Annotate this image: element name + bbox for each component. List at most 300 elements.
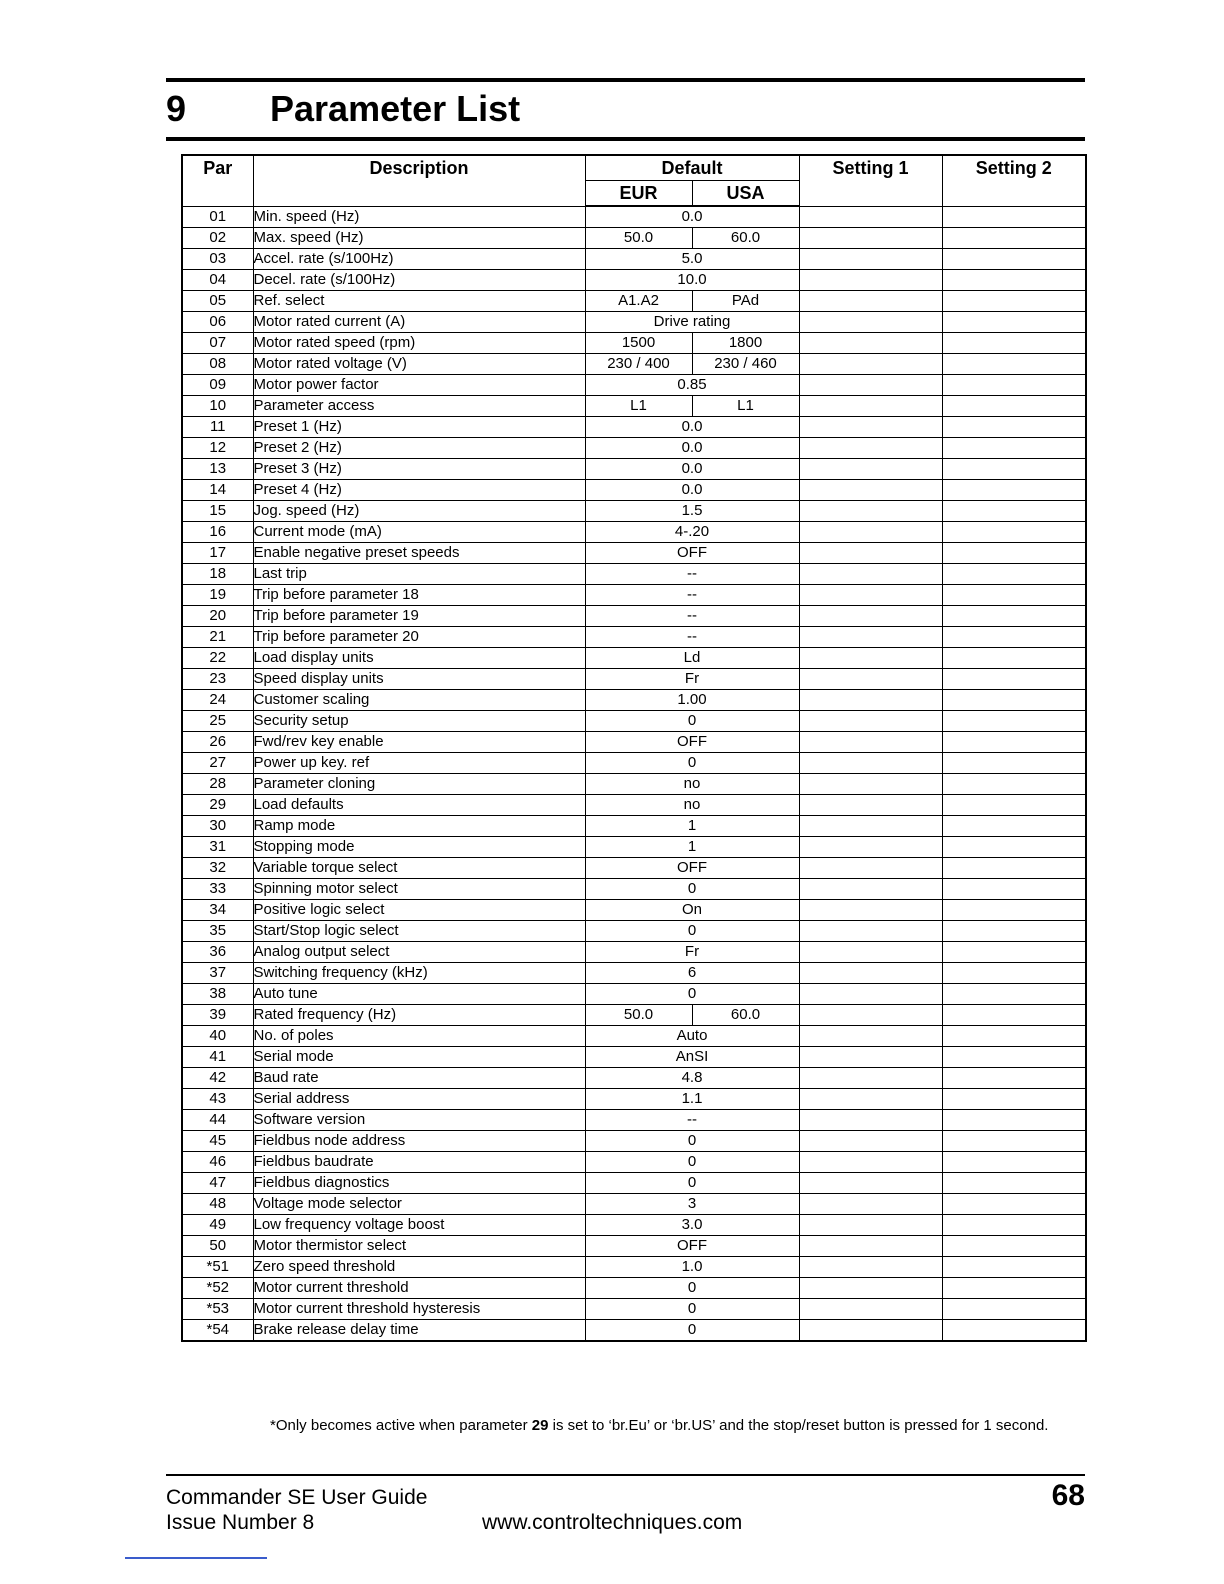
param-number: 30 bbox=[182, 816, 253, 837]
param-default: Drive rating bbox=[585, 312, 799, 333]
param-number: 22 bbox=[182, 648, 253, 669]
param-number: 05 bbox=[182, 291, 253, 312]
param-number: 32 bbox=[182, 858, 253, 879]
setting1-cell[interactable] bbox=[799, 669, 942, 690]
param-description: Preset 2 (Hz) bbox=[253, 438, 585, 459]
param-number: 11 bbox=[182, 417, 253, 438]
setting1-cell[interactable] bbox=[799, 648, 942, 669]
param-default: 0 bbox=[585, 1173, 799, 1194]
setting2-cell[interactable] bbox=[942, 1278, 1086, 1299]
setting2-cell[interactable] bbox=[942, 1026, 1086, 1047]
param-description: Motor rated voltage (V) bbox=[253, 354, 585, 375]
param-number: 20 bbox=[182, 606, 253, 627]
setting2-cell[interactable] bbox=[942, 690, 1086, 711]
setting1-cell[interactable] bbox=[799, 984, 942, 1005]
param-default: Ld bbox=[585, 648, 799, 669]
param-description: Max. speed (Hz) bbox=[253, 228, 585, 249]
param-description: Voltage mode selector bbox=[253, 1194, 585, 1215]
setting2-cell[interactable] bbox=[942, 1152, 1086, 1173]
param-description: Motor current threshold hysteresis bbox=[253, 1299, 585, 1320]
setting1-cell[interactable] bbox=[799, 206, 942, 228]
param-number: 50 bbox=[182, 1236, 253, 1257]
setting2-cell[interactable] bbox=[942, 333, 1086, 354]
param-number: 21 bbox=[182, 627, 253, 648]
footer-issue: Issue Number 8 bbox=[166, 1511, 315, 1534]
setting2-cell[interactable] bbox=[942, 480, 1086, 501]
param-number: 29 bbox=[182, 795, 253, 816]
table-row bbox=[182, 753, 1086, 774]
param-default-eur: A1.A2 bbox=[585, 291, 692, 312]
param-number: 38 bbox=[182, 984, 253, 1005]
param-number: 10 bbox=[182, 396, 253, 417]
param-default-usa: 60.0 bbox=[692, 1005, 799, 1026]
param-number: 33 bbox=[182, 879, 253, 900]
setting2-cell[interactable] bbox=[942, 921, 1086, 942]
setting2-cell[interactable] bbox=[942, 206, 1086, 228]
setting1-cell[interactable] bbox=[799, 354, 942, 375]
param-description: Fwd/rev key enable bbox=[253, 732, 585, 753]
setting2-cell[interactable] bbox=[942, 438, 1086, 459]
param-description: Start/Stop logic select bbox=[253, 921, 585, 942]
table-row bbox=[182, 879, 1086, 900]
param-description: Load display units bbox=[253, 648, 585, 669]
param-default: 1.00 bbox=[585, 690, 799, 711]
param-number: 35 bbox=[182, 921, 253, 942]
setting1-cell[interactable] bbox=[799, 921, 942, 942]
setting2-cell[interactable] bbox=[942, 354, 1086, 375]
param-default: 1.0 bbox=[585, 1257, 799, 1278]
setting1-cell[interactable] bbox=[799, 1194, 942, 1215]
col-header-usa: USA bbox=[692, 181, 799, 207]
param-number: 37 bbox=[182, 963, 253, 984]
setting2-cell[interactable] bbox=[942, 816, 1086, 837]
parameter-table bbox=[181, 154, 1087, 1342]
setting2-cell[interactable] bbox=[942, 1173, 1086, 1194]
table-row bbox=[182, 438, 1086, 459]
param-number: 43 bbox=[182, 1089, 253, 1110]
param-number: 15 bbox=[182, 501, 253, 522]
setting1-cell[interactable] bbox=[799, 1026, 942, 1047]
setting1-cell[interactable] bbox=[799, 837, 942, 858]
footnote-text-start: *Only becomes active when parameter bbox=[270, 1417, 532, 1434]
param-description: Motor rated speed (rpm) bbox=[253, 333, 585, 354]
table-row bbox=[182, 606, 1086, 627]
setting1-cell[interactable] bbox=[799, 543, 942, 564]
setting1-cell[interactable] bbox=[799, 1047, 942, 1068]
param-description: Power up key. ref bbox=[253, 753, 585, 774]
setting1-cell[interactable] bbox=[799, 522, 942, 543]
table-row bbox=[182, 1131, 1086, 1152]
param-description: Accel. rate (s/100Hz) bbox=[253, 249, 585, 270]
table-row bbox=[182, 816, 1086, 837]
param-default: OFF bbox=[585, 732, 799, 753]
setting2-cell[interactable] bbox=[942, 249, 1086, 270]
param-default: 1.5 bbox=[585, 501, 799, 522]
param-default: OFF bbox=[585, 1236, 799, 1257]
param-default-eur: L1 bbox=[585, 396, 692, 417]
param-number: 31 bbox=[182, 837, 253, 858]
setting1-cell[interactable] bbox=[799, 396, 942, 417]
setting1-cell[interactable] bbox=[799, 732, 942, 753]
param-description: Preset 3 (Hz) bbox=[253, 459, 585, 480]
table-row bbox=[182, 585, 1086, 606]
setting2-cell[interactable] bbox=[942, 1257, 1086, 1278]
setting1-cell[interactable] bbox=[799, 795, 942, 816]
param-default: OFF bbox=[585, 543, 799, 564]
col-header-par: Par bbox=[182, 155, 253, 206]
table-row bbox=[182, 795, 1086, 816]
param-description: Motor thermistor select bbox=[253, 1236, 585, 1257]
param-default: Auto bbox=[585, 1026, 799, 1047]
setting2-cell[interactable] bbox=[942, 501, 1086, 522]
param-description: Min. speed (Hz) bbox=[253, 206, 585, 228]
setting1-cell[interactable] bbox=[799, 1152, 942, 1173]
param-default: 0 bbox=[585, 1278, 799, 1299]
param-default: -- bbox=[585, 606, 799, 627]
setting2-cell[interactable] bbox=[942, 963, 1086, 984]
param-default: Fr bbox=[585, 669, 799, 690]
param-number: 04 bbox=[182, 270, 253, 291]
table-row bbox=[182, 1047, 1086, 1068]
param-number: *52 bbox=[182, 1278, 253, 1299]
setting1-cell[interactable] bbox=[799, 375, 942, 396]
param-description: Serial address bbox=[253, 1089, 585, 1110]
param-description: Fieldbus baudrate bbox=[253, 1152, 585, 1173]
setting1-cell[interactable] bbox=[799, 291, 942, 312]
param-description: Trip before parameter 19 bbox=[253, 606, 585, 627]
param-default: 6 bbox=[585, 963, 799, 984]
param-description: Serial mode bbox=[253, 1047, 585, 1068]
page-title: Parameter List bbox=[270, 88, 521, 129]
setting1-cell[interactable] bbox=[799, 249, 942, 270]
table-row bbox=[182, 900, 1086, 921]
param-description: Parameter cloning bbox=[253, 774, 585, 795]
param-default: 10.0 bbox=[585, 270, 799, 291]
table-row bbox=[182, 459, 1086, 480]
setting2-cell[interactable] bbox=[942, 228, 1086, 249]
setting2-cell[interactable] bbox=[942, 837, 1086, 858]
setting2-cell[interactable] bbox=[942, 711, 1086, 732]
param-default: 0.0 bbox=[585, 417, 799, 438]
setting2-cell[interactable] bbox=[942, 900, 1086, 921]
setting1-cell[interactable] bbox=[799, 963, 942, 984]
setting2-cell[interactable] bbox=[942, 648, 1086, 669]
param-default: 0.0 bbox=[585, 459, 799, 480]
setting2-cell[interactable] bbox=[942, 732, 1086, 753]
param-description: Speed display units bbox=[253, 669, 585, 690]
setting1-cell[interactable] bbox=[799, 417, 942, 438]
setting2-cell[interactable] bbox=[942, 459, 1086, 480]
table-row bbox=[182, 312, 1086, 333]
param-default: 4.8 bbox=[585, 1068, 799, 1089]
param-description: Fieldbus diagnostics bbox=[253, 1173, 585, 1194]
table-row bbox=[182, 501, 1086, 522]
param-number: 24 bbox=[182, 690, 253, 711]
table-row bbox=[182, 1299, 1086, 1320]
setting2-cell[interactable] bbox=[942, 795, 1086, 816]
param-description: Preset 4 (Hz) bbox=[253, 480, 585, 501]
setting1-cell[interactable] bbox=[799, 270, 942, 291]
table-row bbox=[182, 732, 1086, 753]
setting1-cell[interactable] bbox=[799, 711, 942, 732]
table-row bbox=[182, 1068, 1086, 1089]
param-default: 0.0 bbox=[585, 438, 799, 459]
table-row bbox=[182, 837, 1086, 858]
footer-guide-title: Commander SE User Guide bbox=[166, 1486, 428, 1509]
setting1-cell[interactable] bbox=[799, 942, 942, 963]
param-description: Software version bbox=[253, 1110, 585, 1131]
param-number: 47 bbox=[182, 1173, 253, 1194]
setting2-cell[interactable] bbox=[942, 606, 1086, 627]
param-default: 1.1 bbox=[585, 1089, 799, 1110]
setting2-cell[interactable] bbox=[942, 1320, 1086, 1342]
setting1-cell[interactable] bbox=[799, 1236, 942, 1257]
footer-url[interactable]: www.controltechniques.com bbox=[482, 1511, 743, 1534]
param-number: 03 bbox=[182, 249, 253, 270]
param-description: Zero speed threshold bbox=[253, 1257, 585, 1278]
param-number: 39 bbox=[182, 1005, 253, 1026]
setting1-cell[interactable] bbox=[799, 774, 942, 795]
param-default: 0 bbox=[585, 1320, 799, 1342]
table-row bbox=[182, 1194, 1086, 1215]
setting2-cell[interactable] bbox=[942, 669, 1086, 690]
setting2-cell[interactable] bbox=[942, 1215, 1086, 1236]
param-number: 42 bbox=[182, 1068, 253, 1089]
setting1-cell[interactable] bbox=[799, 753, 942, 774]
setting2-cell[interactable] bbox=[942, 627, 1086, 648]
setting1-cell[interactable] bbox=[799, 606, 942, 627]
table-row bbox=[182, 1257, 1086, 1278]
setting1-cell[interactable] bbox=[799, 1278, 942, 1299]
col-header-eur: EUR bbox=[585, 181, 692, 207]
setting1-cell[interactable] bbox=[799, 438, 942, 459]
table-row bbox=[182, 711, 1086, 732]
title-rule bbox=[166, 137, 1085, 141]
table-row bbox=[182, 669, 1086, 690]
setting2-cell[interactable] bbox=[942, 858, 1086, 879]
param-description: Jog. speed (Hz) bbox=[253, 501, 585, 522]
param-default: 0 bbox=[585, 1131, 799, 1152]
setting1-cell[interactable] bbox=[799, 900, 942, 921]
setting1-cell[interactable] bbox=[799, 1320, 942, 1342]
param-default: 0 bbox=[585, 1299, 799, 1320]
param-default-usa: PAd bbox=[692, 291, 799, 312]
param-number: 40 bbox=[182, 1026, 253, 1047]
param-number: 25 bbox=[182, 711, 253, 732]
setting2-cell[interactable] bbox=[942, 1110, 1086, 1131]
setting1-cell[interactable] bbox=[799, 1089, 942, 1110]
param-number: 07 bbox=[182, 333, 253, 354]
setting2-cell[interactable] bbox=[942, 312, 1086, 333]
param-default: -- bbox=[585, 585, 799, 606]
setting1-cell[interactable] bbox=[799, 228, 942, 249]
setting2-cell[interactable] bbox=[942, 564, 1086, 585]
table-row bbox=[182, 206, 1086, 228]
param-number: 23 bbox=[182, 669, 253, 690]
param-description: Parameter access bbox=[253, 396, 585, 417]
table-row bbox=[182, 564, 1086, 585]
table-row bbox=[182, 858, 1086, 879]
param-default: 0.0 bbox=[585, 206, 799, 228]
setting2-cell[interactable] bbox=[942, 1299, 1086, 1320]
setting2-cell[interactable] bbox=[942, 1194, 1086, 1215]
param-number: 41 bbox=[182, 1047, 253, 1068]
page-number: 68 bbox=[1051, 1479, 1085, 1512]
param-default: 0.0 bbox=[585, 480, 799, 501]
setting1-cell[interactable] bbox=[799, 690, 942, 711]
setting1-cell[interactable] bbox=[799, 1215, 942, 1236]
param-default: 1 bbox=[585, 837, 799, 858]
param-number: *53 bbox=[182, 1299, 253, 1320]
table-row bbox=[182, 942, 1086, 963]
setting2-cell[interactable] bbox=[942, 543, 1086, 564]
param-default: 5.0 bbox=[585, 249, 799, 270]
setting1-cell[interactable] bbox=[799, 480, 942, 501]
param-description: Spinning motor select bbox=[253, 879, 585, 900]
footnote bbox=[270, 1417, 1048, 1434]
table-row bbox=[182, 1278, 1086, 1299]
setting2-cell[interactable] bbox=[942, 942, 1086, 963]
table-row bbox=[182, 984, 1086, 1005]
table-row bbox=[182, 249, 1086, 270]
param-description: Enable negative preset speeds bbox=[253, 543, 585, 564]
footer-rule bbox=[166, 1474, 1085, 1476]
setting1-cell[interactable] bbox=[799, 1257, 942, 1278]
setting2-cell[interactable] bbox=[942, 879, 1086, 900]
param-default: 3.0 bbox=[585, 1215, 799, 1236]
param-description: Stopping mode bbox=[253, 837, 585, 858]
param-description: Motor current threshold bbox=[253, 1278, 585, 1299]
param-default: no bbox=[585, 795, 799, 816]
setting2-cell[interactable] bbox=[942, 774, 1086, 795]
param-description: Customer scaling bbox=[253, 690, 585, 711]
table-row bbox=[182, 774, 1086, 795]
setting1-cell[interactable] bbox=[799, 564, 942, 585]
setting2-cell[interactable] bbox=[942, 375, 1086, 396]
setting2-cell[interactable] bbox=[942, 291, 1086, 312]
setting1-cell[interactable] bbox=[799, 1131, 942, 1152]
param-default: -- bbox=[585, 1110, 799, 1131]
setting1-cell[interactable] bbox=[799, 312, 942, 333]
param-description: Ramp mode bbox=[253, 816, 585, 837]
setting2-cell[interactable] bbox=[942, 1089, 1086, 1110]
param-description: Trip before parameter 18 bbox=[253, 585, 585, 606]
setting1-cell[interactable] bbox=[799, 1110, 942, 1131]
param-default: 0 bbox=[585, 921, 799, 942]
param-default-usa: L1 bbox=[692, 396, 799, 417]
col-header-setting1: Setting 1 bbox=[799, 155, 942, 206]
param-default: -- bbox=[585, 564, 799, 585]
param-number: 01 bbox=[182, 206, 253, 228]
param-number: 13 bbox=[182, 459, 253, 480]
param-description: Motor rated current (A) bbox=[253, 312, 585, 333]
col-header-default: Default bbox=[585, 155, 799, 181]
setting1-cell[interactable] bbox=[799, 879, 942, 900]
setting2-cell[interactable] bbox=[942, 753, 1086, 774]
table-row bbox=[182, 921, 1086, 942]
table-row bbox=[182, 291, 1086, 312]
setting2-cell[interactable] bbox=[942, 984, 1086, 1005]
setting2-cell[interactable] bbox=[942, 1236, 1086, 1257]
param-default-eur: 50.0 bbox=[585, 228, 692, 249]
param-description: Current mode (mA) bbox=[253, 522, 585, 543]
table-row bbox=[182, 690, 1086, 711]
setting1-cell[interactable] bbox=[799, 858, 942, 879]
param-description: No. of poles bbox=[253, 1026, 585, 1047]
setting1-cell[interactable] bbox=[799, 627, 942, 648]
setting2-cell[interactable] bbox=[942, 1005, 1086, 1026]
param-default: 4-.20 bbox=[585, 522, 799, 543]
table-row bbox=[182, 375, 1086, 396]
table-row bbox=[182, 417, 1086, 438]
param-default: 0.85 bbox=[585, 375, 799, 396]
param-default-eur: 230 / 400 bbox=[585, 354, 692, 375]
table-row bbox=[182, 627, 1086, 648]
param-default-usa: 230 / 460 bbox=[692, 354, 799, 375]
param-default: -- bbox=[585, 627, 799, 648]
setting2-cell[interactable] bbox=[942, 270, 1086, 291]
table-row bbox=[182, 333, 1086, 354]
param-default: 3 bbox=[585, 1194, 799, 1215]
setting1-cell[interactable] bbox=[799, 333, 942, 354]
param-default: 0 bbox=[585, 879, 799, 900]
col-header-setting2: Setting 2 bbox=[942, 155, 1086, 206]
setting1-cell[interactable] bbox=[799, 1068, 942, 1089]
param-number: 02 bbox=[182, 228, 253, 249]
param-default-eur: 50.0 bbox=[585, 1005, 692, 1026]
param-number: 19 bbox=[182, 585, 253, 606]
setting2-cell[interactable] bbox=[942, 396, 1086, 417]
setting2-cell[interactable] bbox=[942, 1131, 1086, 1152]
param-number: 12 bbox=[182, 438, 253, 459]
param-default: On bbox=[585, 900, 799, 921]
param-number: 46 bbox=[182, 1152, 253, 1173]
setting1-cell[interactable] bbox=[799, 501, 942, 522]
table-row bbox=[182, 1152, 1086, 1173]
setting1-cell[interactable] bbox=[799, 1005, 942, 1026]
param-number: 18 bbox=[182, 564, 253, 585]
setting2-cell[interactable] bbox=[942, 1047, 1086, 1068]
param-description: Fieldbus node address bbox=[253, 1131, 585, 1152]
table-row bbox=[182, 1089, 1086, 1110]
param-description: Security setup bbox=[253, 711, 585, 732]
setting2-cell[interactable] bbox=[942, 522, 1086, 543]
table-row bbox=[182, 1320, 1086, 1342]
setting1-cell[interactable] bbox=[799, 1299, 942, 1320]
table-row bbox=[182, 648, 1086, 669]
param-number: 14 bbox=[182, 480, 253, 501]
setting1-cell[interactable] bbox=[799, 816, 942, 837]
table-row bbox=[182, 1173, 1086, 1194]
param-default-eur: 1500 bbox=[585, 333, 692, 354]
param-number: 27 bbox=[182, 753, 253, 774]
setting1-cell[interactable] bbox=[799, 1173, 942, 1194]
param-default: 0 bbox=[585, 753, 799, 774]
param-number: 09 bbox=[182, 375, 253, 396]
setting2-cell[interactable] bbox=[942, 585, 1086, 606]
footnote-text-end: is set to ‘br.Eu’ or ‘br.US’ and the stop/reset button is pressed for 1 second. bbox=[548, 1417, 1049, 1434]
param-description: Motor power factor bbox=[253, 375, 585, 396]
table-row bbox=[182, 1215, 1086, 1236]
footnote-param: 29 bbox=[531, 1417, 549, 1434]
setting1-cell[interactable] bbox=[799, 459, 942, 480]
param-description: Baud rate bbox=[253, 1068, 585, 1089]
setting2-cell[interactable] bbox=[942, 417, 1086, 438]
setting2-cell[interactable] bbox=[942, 1068, 1086, 1089]
param-default: no bbox=[585, 774, 799, 795]
chapter-number: 9 bbox=[166, 88, 187, 129]
setting1-cell[interactable] bbox=[799, 585, 942, 606]
